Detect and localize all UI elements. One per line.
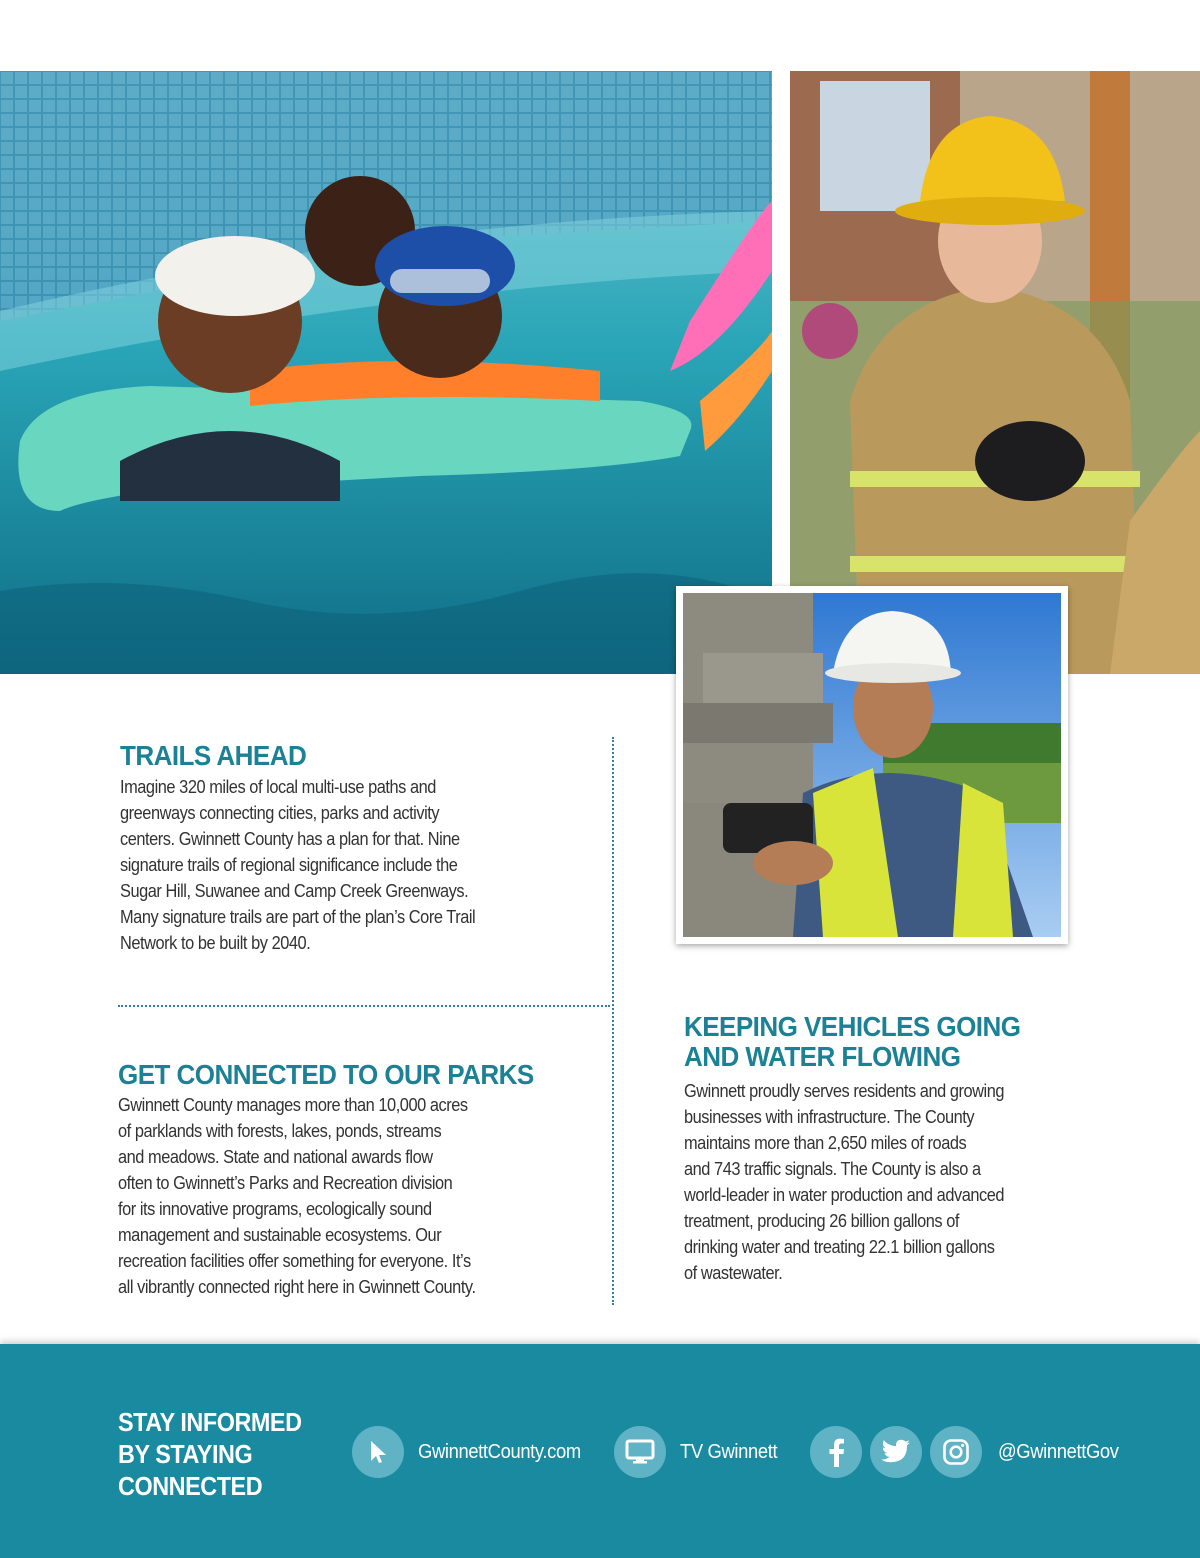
stay-informed-heading — [118, 1406, 302, 1502]
parks-line: recreation facilities offer something for everyone. It’s — [118, 1251, 471, 1271]
firefighter-photo — [790, 71, 1200, 674]
instagram-button[interactable] — [930, 1426, 982, 1478]
stay-heading-line: BY STAYING — [118, 1439, 253, 1469]
vehicles-line: drinking water and treating 22.1 billion gallons — [684, 1237, 995, 1257]
vehicles-line: Gwinnett proudly serves residents and growing — [684, 1081, 1005, 1101]
trails-line: Imagine 320 miles of local multi-use paths and — [120, 777, 436, 797]
parks-line: for its innovative programs, ecologically sound — [118, 1199, 432, 1219]
horizontal-divider — [118, 1005, 610, 1007]
worker-photo — [683, 593, 1061, 937]
trails-line: signature trails of regional significance include the — [120, 855, 458, 875]
trails-line: Network to be built by 2040. — [120, 933, 311, 953]
facebook-button[interactable] — [810, 1426, 862, 1478]
cursor-icon — [366, 1439, 390, 1465]
tv-link-button[interactable] — [614, 1426, 666, 1478]
trails-body — [120, 774, 475, 956]
vehicles-title-line: AND WATER FLOWING — [684, 1041, 961, 1072]
trails-line: Sugar Hill, Suwanee and Camp Creek Greenways. — [120, 881, 469, 901]
vertical-divider — [612, 737, 614, 1305]
tv-link[interactable]: TV Gwinnett — [680, 1441, 778, 1463]
vehicles-line: of wastewater. — [684, 1263, 783, 1283]
vehicles-line: businesses with infrastructure. The County — [684, 1107, 975, 1127]
footer-banner — [0, 1344, 1200, 1558]
vehicles-line: treatment, producing 26 billion gallons of — [684, 1211, 960, 1231]
facebook-icon — [825, 1437, 847, 1467]
vehicles-title — [684, 1012, 1020, 1072]
vehicles-line: maintains more than 2,650 miles of roads — [684, 1133, 967, 1153]
parks-line: Gwinnett County manages more than 10,000 acres — [118, 1095, 468, 1115]
vehicles-line: and 743 traffic signals. The County is also a — [684, 1159, 981, 1179]
parks-line: all vibrantly connected right here in Gwinnett County. — [118, 1277, 476, 1297]
parks-line: of parklands with forests, lakes, ponds, streams — [118, 1121, 442, 1141]
vehicles-body — [684, 1078, 1004, 1286]
vehicles-line: world-leader in water production and advanced — [684, 1185, 1005, 1205]
parks-line: and meadows. State and national awards flow — [118, 1147, 433, 1167]
trails-line: centers. Gwinnett County has a plan for that. Nine — [120, 829, 460, 849]
stay-heading-line: CONNECTED — [118, 1471, 263, 1501]
website-link[interactable]: GwinnettCounty.com — [418, 1441, 581, 1463]
social-handle-link[interactable]: @GwinnettGov — [998, 1441, 1119, 1463]
vehicles-title-line: KEEPING VEHICLES GOING — [684, 1011, 1021, 1042]
tv-icon — [625, 1439, 655, 1465]
parks-line: often to Gwinnett’s Parks and Recreation division — [118, 1173, 453, 1193]
twitter-icon — [881, 1439, 911, 1465]
worker-photo-frame — [676, 586, 1068, 944]
pool-photo — [0, 71, 772, 674]
trails-title: TRAILS AHEAD — [120, 740, 307, 771]
website-link-button[interactable] — [352, 1426, 404, 1478]
trails-line: Many signature trails are part of the plan’s Core Trail — [120, 907, 476, 927]
trails-line: greenways connecting cities, parks and activity — [120, 803, 440, 823]
twitter-button[interactable] — [870, 1426, 922, 1478]
stay-heading-line: STAY INFORMED — [118, 1407, 302, 1437]
parks-line: management and sustainable ecosystems. Our — [118, 1225, 442, 1245]
parks-body — [118, 1092, 476, 1300]
parks-title: GET CONNECTED TO OUR PARKS — [118, 1059, 534, 1090]
instagram-icon — [942, 1438, 970, 1466]
